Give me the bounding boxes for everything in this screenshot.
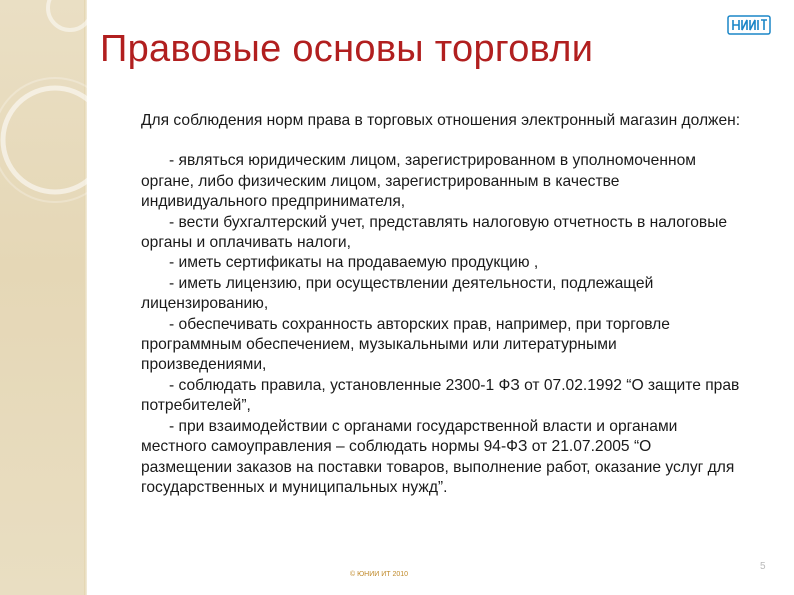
requirement-item: - иметь сертификаты на продаваемую продукцию , — [169, 254, 539, 272]
requirement-item: - обеспечивать сохранность авторских прав, например, при торговле программным обеспечением, музыкальными или литературными произведениями, — [141, 315, 670, 374]
paragraph-gap — [141, 131, 741, 151]
requirement-item: - вести бухгалтерский учет, представлять налоговую отчетность в налоговые органы и оплачивать налоги, — [141, 213, 728, 252]
requirement-item: - иметь лицензию, при осуществлении деятельности, подлежащей лицензированию, — [141, 274, 654, 313]
requirement-item: - соблюдать правила, установленные 2300-1 ФЗ от 07.02.1992 “О защите прав потребителей”, — [141, 376, 740, 415]
decorative-side-band — [0, 0, 87, 595]
intro-text: Для соблюдения норм права в торговых отношения электронный магазин должен: — [141, 112, 741, 129]
requirement-item: - являться юридическим лицом, зарегистрированном в уполномоченном органе, либо физическим лицом, зарегистрированным в качестве индивидуального предпринимателя, — [141, 152, 696, 211]
company-logo — [727, 14, 771, 36]
side-band-edge — [84, 0, 87, 595]
page-number: 5 — [760, 561, 766, 572]
requirement-item: - при взаимодействии с органами государственной власти и органами местного самоуправления – соблюдать нормы 94-ФЗ от 21.07.2005 “О размещении заказов на поставки товаров, выполнение работ, оказание услуг для государственных и муниципальных нужд”. — [141, 417, 735, 496]
footer-copyright: © ЮНИИ ИТ 2010 — [350, 571, 409, 578]
slide-body — [141, 111, 741, 498]
slide-title: Правовые основы торговли — [100, 28, 594, 70]
